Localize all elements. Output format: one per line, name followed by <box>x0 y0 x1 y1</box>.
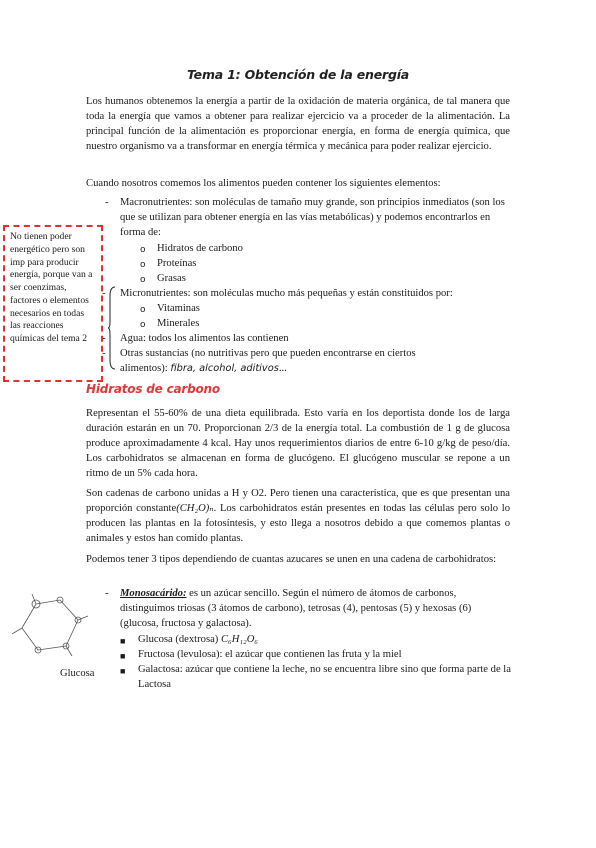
square-bullet-icon: ■ <box>120 666 126 676</box>
list-item: Grasas <box>157 273 186 284</box>
glucose-molecule-icon <box>8 590 98 660</box>
intro-elements-lead: Cuando nosotros comemos los alimentos pueden contener los siguientes elementos: <box>86 178 441 189</box>
side-note-text: No tienen poder energético pero son imp para producir energía, porque van a ser coenzimas, factores o elementos necesarios en todas las reacciones químicas del tema 2 <box>10 231 93 344</box>
carbs-paragraph-2: Son cadenas de carbono unidas a H y O2. Pero tienen una característica, que es que presentan una proporción constante(CH₂O)ₙ. Los carbohidratos están presentes en todas las células pero solo lo producen las plantas en la fotosíntesis, y esto llega a nosotros debido a que comemos plantas o animales y estos han comido plantas. <box>86 488 510 545</box>
bullet-galactosa: Galactosa: azúcar que contiene la leche, no se encuentra libre sino que forma parte de la Lactosa <box>138 664 511 691</box>
otras-text-line1: Otras sustancias (no nutritivas pero que pueden encontrarse en ciertos <box>120 348 416 359</box>
dash-bullet: - <box>105 588 109 599</box>
monosaccharide-text: Monosacárido: es un azúcar sencillo. Según el número de átomos de carbonos, distinguimos triosas (3 átomos de carbono), tetrosas (4), pentosas (5) y hexosas (6) (glucosa, fructosa y galactosa). <box>120 588 472 630</box>
otras-text-line2 <box>120 361 287 376</box>
circle-bullet-icon: o <box>140 260 146 270</box>
side-note-box <box>3 225 103 382</box>
circle-bullet-icon: o <box>140 305 146 315</box>
circle-bullet-icon: o <box>140 275 146 285</box>
square-bullet-icon: ■ <box>120 651 126 661</box>
dash-bullet: - <box>105 197 109 208</box>
otras-label: alimentos): <box>120 363 168 374</box>
otras-ellipsis: ... <box>278 363 287 374</box>
square-bullet-icon: ■ <box>120 636 126 646</box>
dash-bullet: - <box>102 288 106 299</box>
intro-paragraph: Los humanos obtenemos la energía a partir de la oxidación de materia orgánica, de tal manera que toda la energía que vamos a obtener para realizar ejercicio va a proceder de la alimentación. La principal función de la alimentación es proporcionar energía, en forma de energía química, que nuestro organismo va a transformar en energía térmica y mecánica para poder realizar ejercicio. <box>86 96 510 153</box>
list-item: Minerales <box>157 318 200 329</box>
figure-caption: Glucosa <box>60 668 95 679</box>
micronutrients-text: Micronutrientes: son moléculas mucho más pequeñas y están constituidos por: <box>120 288 453 299</box>
dash-bullet: - <box>102 333 106 344</box>
section-heading: Hidratos de carbono <box>86 382 220 396</box>
dash-bullet: - <box>102 348 106 359</box>
circle-bullet-icon: o <box>140 245 146 255</box>
carbs-paragraph-1: Representan el 55-60% de una dieta equilibrada. Esto varía en los deportista donde los de larga duración estarán en un 70. Proporcionan 2/3 de la energía total. La combustión de 1 g de glucosa produce aproximadamente 4 kcal. Hay unos requerimientos diarios de entre 6-10 g/kg de peso/día. Los carbohidratos se almacenan en forma de glucógeno. El glucógeno muscular se repone a un ritmo de un 5% cada hora. <box>86 408 510 480</box>
formula-glucose: C₆H₁₂O₆ <box>220 634 259 645</box>
bullet-fructosa: Fructosa (levulosa): el azúcar que contienen las fruta y la miel <box>138 649 402 660</box>
circle-bullet-icon: o <box>140 320 146 330</box>
macronutrients-text: Macronutrientes: son moléculas de tamaño muy grande, son principios inmediatos (son los que se utilizan para obtener energía en las vías metabólicas) y podemos encontrarlos en forma de: <box>120 197 505 239</box>
bullet-glucosa: Glucosa (dextrosa) C₆H₁₂O₆ <box>138 634 259 645</box>
formula-ch2o: (CH₂O)ₙ <box>176 503 214 515</box>
list-item: Vitaminas <box>157 303 200 314</box>
carbs-paragraph-3: Podemos tener 3 tipos dependiendo de cuantas azucares se unen en una cadena de carbohidratos: <box>86 554 497 565</box>
agua-text: Agua: todos los alimentos las contienen <box>120 333 289 344</box>
list-item: Proteínas <box>157 258 197 269</box>
list-item: Hidratos de carbono <box>157 243 243 254</box>
brace-icon <box>108 286 116 370</box>
page-title: Tema 1: Obtención de la energía <box>186 67 410 82</box>
monosaccharide-label: Monosacárido: <box>120 588 187 599</box>
otras-handwritten: fibra, alcohol, aditivos <box>170 363 279 374</box>
